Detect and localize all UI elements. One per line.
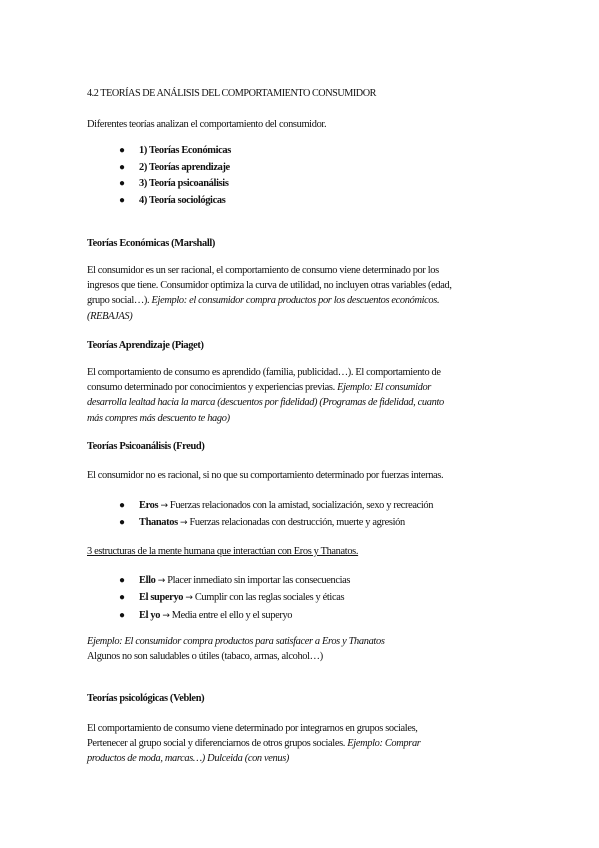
bullet-icon: ● <box>119 500 125 511</box>
list-item: ● 2) Teorías aprendizaje <box>87 160 231 177</box>
list-item: ● Ello → Placer inmediato sin importar las consecuencias <box>87 573 350 590</box>
section-heading-economicas: Teorías Económicas (Marshall) <box>87 238 215 249</box>
page-title: 4.2 TEORÍAS DE ANÁLISIS DEL COMPORTAMIENTO CONSUMIDOR <box>87 88 376 99</box>
arrow-right-icon: → <box>162 610 170 621</box>
bullet-icon: ● <box>119 145 125 156</box>
list-item: ● 1) Teorías Económicas <box>87 143 231 160</box>
arrow-right-icon: → <box>157 576 165 586</box>
bullet-icon: ● <box>119 575 125 586</box>
list-item: ● El yo → Media entre el ello y el superyo <box>87 608 350 625</box>
list-item: ● El superyo → Cumplir con las reglas sociales y éticas <box>87 590 350 607</box>
section-heading-psicoanalisis: Teorías Psicoanálisis (Freud) <box>87 441 205 452</box>
drives-list <box>87 498 433 531</box>
intro-text: Diferentes teorías analizan el comportamiento del consumidor. <box>87 119 327 130</box>
section-body-psicoanalisis: El consumidor no es racional, si no que su comportamiento determinado por fuerzas internas. <box>87 470 444 481</box>
structures-heading: 3 estructuras de la mente humana que interactúan con Eros y Thanatos. <box>87 546 359 557</box>
bullet-icon: ● <box>119 609 125 621</box>
arrow-right-icon: → <box>185 593 193 604</box>
section-body-economicas: El consumidor es un ser racional, el comportamiento de consumo viene determinado por los ingresos que tiene. Consumidor optimiza la curva de utilidad, no incluyen otras variables (edad, grupo social…). Ejemplo: el consumidor compra productos por los descuentos económicos. (REBAJAS) <box>87 265 452 322</box>
bullet-icon: ● <box>119 178 125 190</box>
structures-list <box>87 573 350 625</box>
bullet-icon: ● <box>119 592 125 604</box>
section-heading-sociologicas: Teorías psicológicas (Veblen) <box>87 693 205 704</box>
section-body-sociologicas: El comportamiento de consumo viene determinado por integrarnos en grupos sociales, Pertenecer al grupo social y diferenciarnos de otros grupos sociales. Ejemplo: Comprar productos de moda, marcas…) Dulceida (con venus) <box>87 723 421 765</box>
bullet-icon: ● <box>119 516 125 528</box>
psicoanalisis-example: Ejemplo: El consumidor compra productos para satisfacer a Eros y Thanatos Algunos no son saludables o útiles (tabaco, armas, alcohol…) <box>87 636 385 663</box>
bullet-icon: ● <box>119 194 125 206</box>
arrow-right-icon: → <box>180 517 188 528</box>
section-heading-aprendizaje: Teorías Aprendizaje (Piaget) <box>87 340 204 351</box>
arrow-right-icon: → <box>160 501 168 511</box>
list-item: ● Eros → Fuerzas relacionados con la amistad, socialización, sexo y recreación <box>87 498 433 515</box>
bullet-icon: ● <box>119 161 125 173</box>
list-item: ● 3) Teoría psicoanálisis <box>87 176 231 193</box>
list-item: ● 4) Teoría sociológicas <box>87 193 231 210</box>
theory-list <box>87 143 231 209</box>
section-body-aprendizaje: El comportamiento de consumo es aprendido (familia, publicidad…). El comportamiento de consumo determinado por conocimientos y experiencias previas. Ejemplo: El consumidor desarrolla lealtad hacia la marca (descuentos por fidelidad) (Programas de fidelidad, cuanto más compres más descuento te hago) <box>87 367 444 424</box>
list-item: ● Thanatos → Fuerzas relacionadas con destrucción, muerte y agresión <box>87 515 433 532</box>
